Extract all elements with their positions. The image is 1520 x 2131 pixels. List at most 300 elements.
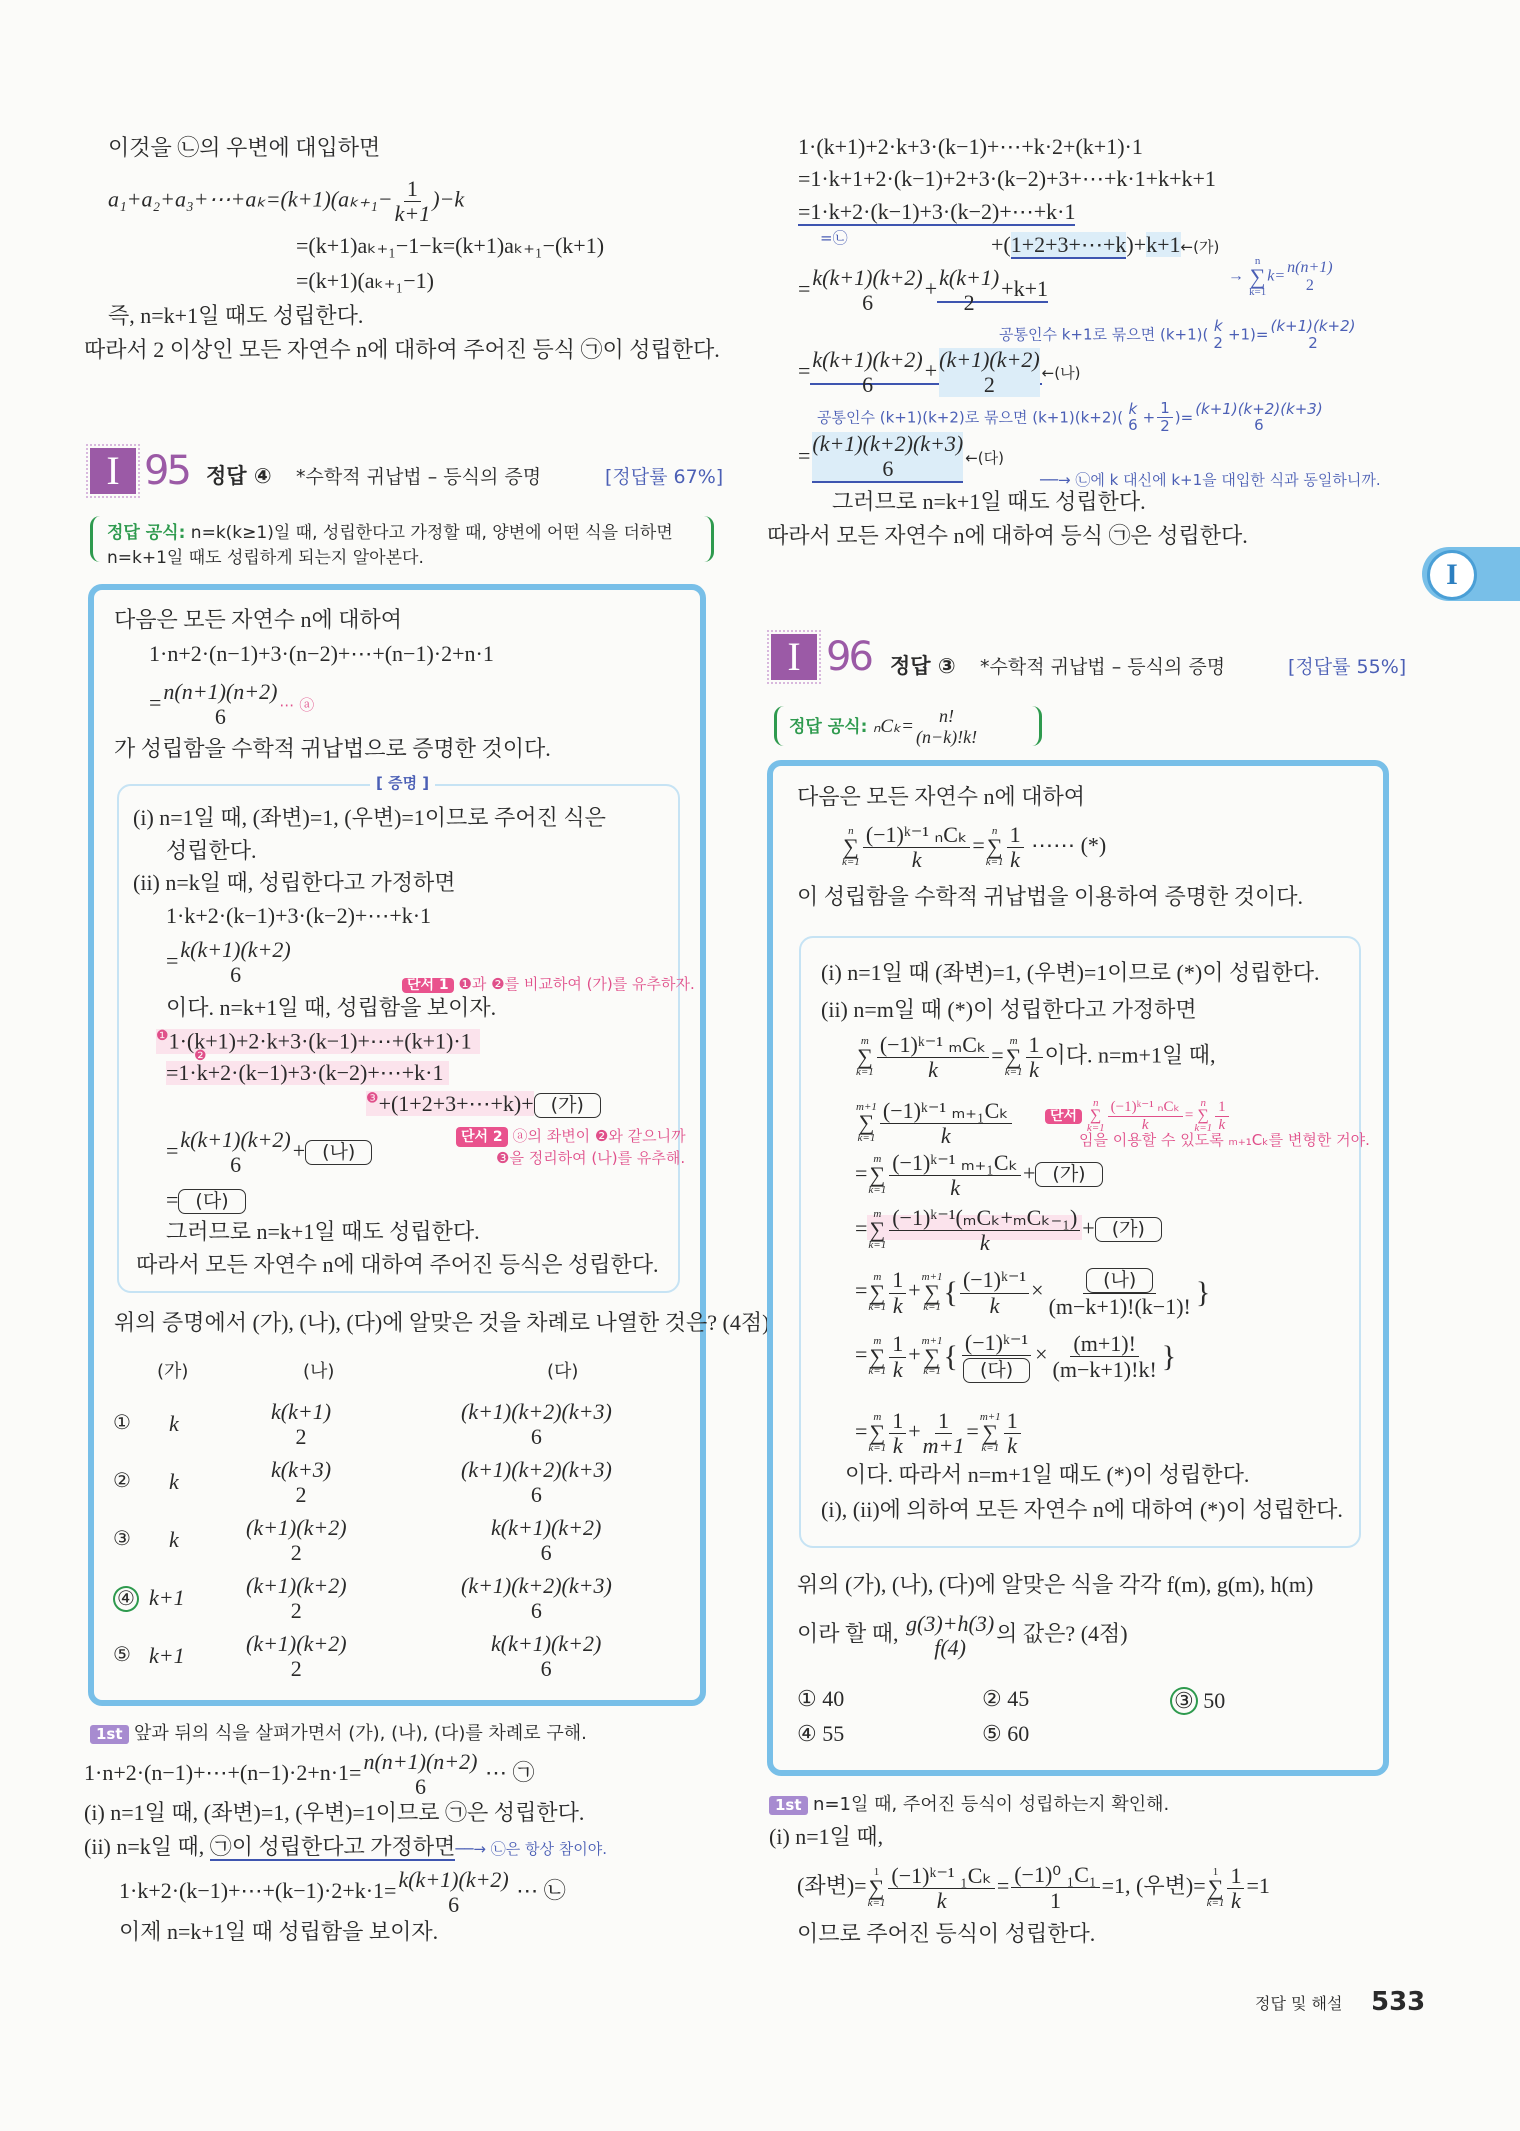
eq: = xyxy=(972,832,985,858)
sup: n xyxy=(991,825,998,838)
choice-na xyxy=(246,1516,347,1565)
proof-step-4 xyxy=(855,1205,1162,1255)
sub: k=1 xyxy=(868,1442,887,1455)
denominator: (n−k)!k! xyxy=(915,727,978,747)
sigma-icon: ∑ xyxy=(869,1420,886,1446)
denominator: k xyxy=(1007,1433,1018,1459)
denominator: (m−k+1)!k! xyxy=(1052,1357,1157,1383)
expr: 공통인수 (k+1)(k+2)로 묶으면 (k+1)(k+2)( xyxy=(817,408,1124,427)
sub: k=1 xyxy=(842,856,860,869)
hypothesis-lhs: 1·k+2·(k−1)+3·(k−2)+⋯+k·1 xyxy=(166,903,432,928)
underlined-part xyxy=(810,347,1041,398)
sum xyxy=(1207,1867,1225,1909)
fraction xyxy=(916,706,977,748)
sum xyxy=(1249,256,1266,298)
sigma-icon: ∑ xyxy=(843,834,859,860)
eq: = xyxy=(798,275,811,301)
proof-step-6 xyxy=(855,1330,1176,1383)
sigma-icon: ∑ xyxy=(869,1162,886,1188)
numerator: (k+1)(k+2)(k+3) xyxy=(1195,399,1323,418)
choice-na xyxy=(246,1632,347,1681)
choice-option[interactable] xyxy=(982,1722,1029,1746)
sub: k=1 xyxy=(1206,1896,1225,1909)
fraction xyxy=(1270,318,1355,352)
sup: 1 xyxy=(873,1865,880,1878)
sup: n xyxy=(1200,1097,1206,1109)
fraction xyxy=(960,1267,1029,1317)
expr: )= xyxy=(1174,408,1194,427)
denominator: 6 xyxy=(530,1598,542,1624)
prev-final: 따라서 2 이상인 모든 자연수 n에 대하여 주어진 등식 ㉠이 성립한다. xyxy=(84,337,720,362)
denominator: 1 xyxy=(1049,1888,1061,1914)
denominator: 6 xyxy=(540,1540,552,1566)
proof-conclusion: 이다. 따라서 n=m+1일 때도 (*)이 성립한다. xyxy=(845,1462,1250,1487)
sup: m+1 xyxy=(921,1334,943,1347)
proof-case-1: (i) n=1일 때, (좌변)=1, (우변)=1이므로 주어진 식은 xyxy=(133,805,606,830)
denominator: k xyxy=(1010,847,1020,873)
choice-option[interactable] xyxy=(982,1687,1029,1711)
plus: + xyxy=(292,1137,306,1163)
proof-step-5 xyxy=(855,1266,1210,1319)
numerator: k(k+1)(k+2) xyxy=(180,1127,291,1152)
question-text: 위의 증명에서 (가), (나), (다)에 알맞은 것을 차례로 나열한 것은? (4점) xyxy=(114,1310,770,1335)
denominator: k xyxy=(911,847,922,873)
hint-text: ❶과 ❷를 비교하여 (가)를 유추하자. xyxy=(453,975,695,993)
choice-number: ① xyxy=(797,1686,817,1711)
numerator: k(k+1)(k+2) xyxy=(812,347,923,372)
eq: = xyxy=(166,1137,179,1163)
expr: 이다. n=m+1일 때, xyxy=(1044,1042,1216,1068)
proof-step-1 xyxy=(855,1032,1215,1082)
underlined-text: ㉠이 성립한다고 가정하면 xyxy=(209,1834,456,1859)
fraction xyxy=(1108,1099,1183,1134)
choice-value: 50 xyxy=(1203,1688,1226,1713)
numerator: (−1)ᵏ⁻¹ ₘ₊₁Cₖ xyxy=(889,1150,1021,1176)
prev-line-1: 이것을 ㉡의 우변에 대입하면 xyxy=(108,135,381,160)
step-na xyxy=(166,1128,372,1177)
proof-final: 따라서 모든 자연수 n에 대하여 주어진 등식은 성립한다. xyxy=(136,1252,659,1277)
marked-line-3 xyxy=(366,1092,601,1118)
expr: =1·k+2·(k−1)+3·(k−2)+⋯+k·1 xyxy=(798,199,1076,224)
numerator: k xyxy=(1128,399,1138,418)
plus: + xyxy=(924,275,938,301)
denominator: 6 xyxy=(448,1892,460,1918)
expr: 공통인수 k+1로 묶으면 (k+1)( xyxy=(999,325,1209,344)
equation-tag: ⋯ ㉠ xyxy=(484,1759,535,1785)
fraction xyxy=(1195,401,1323,435)
numerator: (k+1)(k+2)(k+3) xyxy=(461,1399,612,1424)
numerator: k(k+1)(k+2) xyxy=(491,1631,602,1656)
choice-row[interactable] xyxy=(113,1458,673,1508)
numerator: 1 xyxy=(1026,1032,1043,1058)
expr-wrap xyxy=(366,1091,534,1116)
sum xyxy=(922,1272,943,1314)
solution-case-2 xyxy=(84,1835,607,1859)
fraction xyxy=(398,1868,508,1917)
sub: k=1 xyxy=(1004,1066,1023,1079)
unit-badge: I xyxy=(90,448,136,494)
numerator: (−1)ᵏ⁻¹ xyxy=(962,1330,1031,1356)
sub: k=1 xyxy=(1249,285,1267,298)
eq: = xyxy=(798,357,811,383)
formula-box xyxy=(774,706,1042,746)
denominator: k xyxy=(979,1230,990,1256)
solution-equation xyxy=(797,1862,1270,1914)
formula-box xyxy=(90,516,714,568)
denominator: 6 xyxy=(862,372,874,398)
prev-conclusion: 즉, n=k+1일 때도 성립한다. xyxy=(108,303,364,328)
eq: = xyxy=(166,1187,179,1212)
denominator: k xyxy=(892,1433,903,1459)
denominator: 6 xyxy=(540,1656,552,1682)
denominator: k xyxy=(928,1057,938,1083)
sup: m xyxy=(873,1411,882,1424)
numerator: (k+1)(k+2)(k+3) xyxy=(812,431,964,456)
choice-ga: k+1 xyxy=(149,1585,185,1610)
plus: + xyxy=(1022,1160,1036,1186)
denominator: 6 xyxy=(214,704,226,730)
denominator: k xyxy=(892,1356,903,1382)
denominator: 6 xyxy=(530,1424,542,1450)
choice-ga: k+1 xyxy=(149,1643,185,1668)
numerator: n(n+1)(n+2) xyxy=(363,1749,478,1774)
choice-ga: k xyxy=(169,1411,179,1436)
expr: +k+1 xyxy=(1001,275,1048,301)
sigma-icon: ∑ xyxy=(869,1279,886,1305)
derivation-6 xyxy=(798,348,1080,397)
numerator: k(k+3) xyxy=(271,1457,332,1482)
sigma-icon: ∑ xyxy=(986,834,1003,860)
fraction xyxy=(1046,1266,1194,1319)
choice-number: ④ xyxy=(113,1586,139,1612)
fraction xyxy=(877,1032,989,1082)
common-factor-note-1 xyxy=(999,318,1358,352)
denominator: 6 xyxy=(1128,416,1138,435)
eq: = xyxy=(996,1872,1010,1898)
choice-na xyxy=(271,1458,331,1507)
tag-ga: ←(가) xyxy=(1180,238,1220,256)
expr: =1, (우변)= xyxy=(1101,1872,1206,1898)
choice-ga: k xyxy=(169,1469,179,1494)
derivation-5 xyxy=(798,266,1048,315)
numerator xyxy=(1083,1266,1156,1294)
plus: + xyxy=(908,1418,921,1444)
blank-da: (다) xyxy=(178,1189,245,1214)
denominator: 6 xyxy=(862,290,874,316)
choice-da xyxy=(491,1632,601,1681)
fraction xyxy=(1004,1408,1021,1458)
sub: k=1 xyxy=(923,1365,941,1378)
blank-na: (나) xyxy=(305,1140,372,1165)
formula-label: 정답 공식: xyxy=(789,717,868,737)
numerator: (k+1)(k+2) xyxy=(246,1631,347,1656)
denominator: 2 xyxy=(290,1540,302,1566)
fraction xyxy=(880,1098,1012,1148)
solution-step-header xyxy=(769,1791,1169,1815)
numerator: 1 xyxy=(404,176,421,202)
accuracy-rate: [정답률 67%] xyxy=(605,466,724,488)
prev-equation-2: =(k+1)aₖ₊₁−1−k=(k+1)aₖ₊₁−(k+1) xyxy=(296,233,605,258)
eq: = xyxy=(1184,1107,1194,1124)
proof-case-1-cont: 성립한다. xyxy=(166,838,257,863)
numerator: n! xyxy=(939,706,955,726)
choice-number: ① xyxy=(113,1412,131,1434)
eq: = xyxy=(149,689,162,715)
solution-equation-2 xyxy=(119,1868,566,1917)
plus: + xyxy=(1142,408,1156,427)
solution-case-1: (i) n=1일 때, xyxy=(769,1824,884,1849)
solution-equation-1 xyxy=(84,1750,534,1799)
step-tag: 1st xyxy=(769,1796,808,1815)
sum-formula-note: → n ∑ k=1 k= n(n+1) 2 xyxy=(1228,255,1333,298)
marker-1: ❶ xyxy=(156,1029,169,1044)
choice-row[interactable] xyxy=(113,1516,673,1566)
choice-da xyxy=(461,1574,612,1623)
proof-step-7 xyxy=(855,1408,1023,1458)
problem-equation xyxy=(841,822,1106,872)
blank-da: (다) xyxy=(963,1358,1030,1383)
sup: m xyxy=(1009,1035,1018,1048)
sum xyxy=(922,1336,943,1378)
plus: + xyxy=(908,1341,921,1367)
choice-header-na: (나) xyxy=(303,1361,335,1382)
choice-number: ② xyxy=(113,1470,131,1492)
sup: m xyxy=(873,1153,882,1166)
sigma-icon: ∑ xyxy=(868,1874,885,1900)
sigma-icon: ∑ xyxy=(857,1044,873,1070)
denominator: m+1 xyxy=(922,1433,965,1459)
proof-step-2 xyxy=(855,1098,1014,1148)
derivation-1: 1·(k+1)+2·k+3·(k−1)+⋯+k·2+(k+1)·1 xyxy=(798,134,1143,159)
choice-row[interactable] xyxy=(113,1574,673,1624)
choice-number: ⑤ xyxy=(113,1644,131,1666)
denominator: k+1 xyxy=(394,201,431,227)
sigma-icon: ∑ xyxy=(1197,1107,1209,1124)
sum xyxy=(980,1412,1001,1454)
fraction xyxy=(939,266,999,315)
choice-value: 40 xyxy=(822,1686,845,1711)
eq: = xyxy=(855,1418,868,1444)
derivation-3 xyxy=(798,200,1075,224)
sigma-icon: ∑ xyxy=(869,1217,886,1243)
solution-step-header xyxy=(90,1720,587,1744)
note-equals-l: =㉡ xyxy=(820,229,848,247)
choice-number: ④ xyxy=(797,1721,817,1746)
times: × xyxy=(1035,1341,1048,1367)
proof-case-2: (ii) n=k일 때, 성립한다고 가정하면 xyxy=(133,870,456,895)
choice-da xyxy=(461,1458,612,1507)
sigma-icon: ∑ xyxy=(1249,264,1266,289)
problem-equation: 1·n+2·(n−1)+3·(n−2)+⋯+(n−1)·2+n·1 xyxy=(149,641,494,666)
numerator: 1 xyxy=(1007,822,1024,848)
fraction xyxy=(889,1331,906,1381)
solution-next: 이제 n=k+1일 때 성립함을 보이자. xyxy=(119,1919,439,1944)
equation-tag: ⋯ ㉡ xyxy=(516,1877,566,1903)
numerator: 1 xyxy=(935,1408,952,1434)
accuracy-rate: [정답률 55%] xyxy=(1288,656,1407,678)
solution-case-1: (i) n=1일 때, (좌변)=1, (우변)=1이므로 ㉠은 성립한다. xyxy=(84,1800,585,1825)
choice-da xyxy=(491,1516,601,1565)
marker-3: ❸ xyxy=(366,1092,379,1107)
hint-2 xyxy=(456,1126,686,1170)
choice-option[interactable] xyxy=(1170,1687,1225,1715)
choice-row[interactable] xyxy=(113,1400,673,1450)
step-text: n=1일 때, 주어진 등식이 성립하는지 확인해. xyxy=(813,1794,1170,1815)
fraction xyxy=(1157,400,1173,436)
denominator: 6 xyxy=(414,1774,426,1800)
choice-option[interactable] xyxy=(797,1722,844,1746)
choice-option[interactable] xyxy=(797,1687,844,1711)
fraction xyxy=(163,680,277,729)
denominator: k xyxy=(1218,1117,1226,1134)
sigma-icon: ∑ xyxy=(982,1420,999,1446)
tag-na: ←(나) xyxy=(1041,363,1081,382)
prev-equation-1 xyxy=(108,176,464,226)
expr: =1·k+2·(k−1)+3·(k−2)+⋯+k·1 xyxy=(166,1060,444,1085)
brace: { xyxy=(943,1340,958,1374)
hint-text: ❸을 정리하여 (나)를 유추해. xyxy=(496,1148,686,1167)
expr: )+ xyxy=(1126,232,1147,257)
brace: { xyxy=(943,1276,958,1310)
denominator: 2 xyxy=(1160,417,1170,436)
choice-na xyxy=(246,1574,347,1623)
sup: n xyxy=(1254,255,1261,267)
derivation-final: 따라서 모든 자연수 n에 대하여 등식 ㉠은 성립한다. xyxy=(767,523,1248,548)
sub: k=1 xyxy=(868,1365,887,1378)
denominator: 6 xyxy=(230,962,242,988)
choice-value: 45 xyxy=(1007,1686,1030,1711)
choice-header-da: (다) xyxy=(547,1361,579,1382)
choice-value: 55 xyxy=(822,1721,845,1746)
numerator: 1 xyxy=(1157,400,1173,418)
numerator: 1 xyxy=(1004,1408,1021,1434)
sup: n xyxy=(848,825,854,838)
tag-da: ←(다) xyxy=(965,448,1004,467)
sup: m xyxy=(873,1270,882,1283)
choice-value: 60 xyxy=(1007,1721,1030,1746)
expr: 1·(k+1)+2·k+3·(k−1)+⋯+(k+1)·1 xyxy=(168,1028,472,1054)
problem-intro: 다음은 모든 자연수 n에 대하여 xyxy=(114,607,403,632)
numerator: (−1)ᵏ⁻¹ ₙCₖ xyxy=(863,822,971,848)
sup: m xyxy=(860,1035,869,1048)
fraction xyxy=(180,938,290,987)
denominator: 6 xyxy=(882,456,894,482)
step-tag: 1st xyxy=(90,1725,129,1744)
denominator: (m−k+1)!(k−1)! xyxy=(1048,1293,1191,1319)
fraction xyxy=(1011,1862,1099,1914)
problem-outro: 가 성립함을 수학적 귀납법으로 증명한 것이다. xyxy=(114,736,551,761)
hint-tag: 단서 xyxy=(1045,1109,1082,1124)
problem-number: 96 xyxy=(826,634,871,680)
blank-ga: (가) xyxy=(1035,1162,1102,1187)
expr: 1+2+3+⋯+k xyxy=(1010,232,1127,257)
sub: k=1 xyxy=(1086,1122,1105,1135)
denominator: 2 xyxy=(983,372,995,398)
denominator: k xyxy=(1029,1057,1039,1083)
sigma-icon: ∑ xyxy=(1005,1044,1022,1070)
hint xyxy=(1045,1098,1231,1134)
sum xyxy=(868,1867,886,1909)
sum xyxy=(986,826,1004,868)
expr: 1·k+2·(k−1)+⋯+(k−1)·2+k·1= xyxy=(119,1877,397,1903)
sum xyxy=(868,1272,886,1314)
fraction xyxy=(888,1863,994,1913)
denominator: 6 xyxy=(230,1152,242,1178)
equation-tag: ⋯ ⓐ xyxy=(279,695,315,714)
fraction xyxy=(363,1750,477,1799)
brace: } xyxy=(1161,1340,1177,1374)
hint-1 xyxy=(402,976,695,993)
solution-conclusion: 이므로 주어진 등식이 성립한다. xyxy=(797,1921,1096,1946)
fraction xyxy=(812,432,963,483)
choice-da xyxy=(461,1400,612,1449)
highlight xyxy=(867,1205,1082,1256)
chapter-side-tab[interactable] xyxy=(1422,547,1520,601)
marker-2: ❷ xyxy=(194,1049,207,1064)
sub: k=1 xyxy=(857,1132,876,1145)
fraction xyxy=(960,1330,1033,1383)
question-line-1: 위의 (가), (나), (다)에 알맞은 식을 각각 f(m), g(m), h(m) xyxy=(797,1572,1314,1597)
expr: a₁+a₂+a₃+⋯+aₖ=(k+1)(aₖ₊₁− xyxy=(108,186,393,212)
problem-number: 95 xyxy=(144,448,189,494)
expr: )−k xyxy=(432,186,465,212)
fraction xyxy=(812,266,922,315)
sub: k=1 xyxy=(868,1239,887,1252)
denominator: 2 xyxy=(295,1424,307,1450)
sup: m xyxy=(873,1334,882,1347)
numerator: (k+1)(k+2) xyxy=(246,1515,347,1540)
numerator: k(k+1) xyxy=(271,1399,332,1424)
eq: = xyxy=(991,1042,1004,1068)
marked-line-2 xyxy=(166,1049,449,1085)
choice-header-ga: (가) xyxy=(157,1361,189,1382)
sum xyxy=(868,1209,886,1251)
fraction xyxy=(939,348,1040,397)
numerator: (m+1)! xyxy=(1070,1331,1139,1357)
proof-case-2: (ii) n=m일 때 (*)이 성립한다고 가정하면 xyxy=(821,997,1197,1022)
fraction xyxy=(1007,822,1024,872)
prev-equation-3: =(k+1)(aₖ₊₁−1) xyxy=(296,268,434,293)
fraction xyxy=(1227,1863,1244,1913)
sub: k=1 xyxy=(868,1184,887,1197)
numerator: k(k+1)(k+2) xyxy=(812,265,923,290)
sum xyxy=(868,1336,886,1378)
fraction xyxy=(889,1408,906,1458)
denominator: k xyxy=(1231,1887,1241,1913)
proof-step-3 xyxy=(855,1150,1103,1200)
eq: = xyxy=(855,1215,868,1241)
numerator: 1 xyxy=(1227,1863,1244,1889)
fraction xyxy=(863,822,971,872)
expr: (좌변)= xyxy=(797,1872,867,1898)
expr: 의 값은? (4점) xyxy=(996,1621,1128,1647)
numerator: k(k+1)(k+2) xyxy=(398,1867,509,1892)
blank-ga: (가) xyxy=(534,1093,601,1118)
numerator: 1 xyxy=(889,1267,906,1293)
choice-row[interactable] xyxy=(113,1632,673,1682)
blank-na: (나) xyxy=(1086,1268,1153,1293)
eq: = xyxy=(855,1341,868,1367)
times: × xyxy=(1031,1277,1044,1303)
hint-text: ⓐ의 좌변이 ❷와 같으니까 xyxy=(507,1127,686,1145)
denominator: 6 xyxy=(530,1482,542,1508)
plus: + xyxy=(908,1277,921,1303)
sub: k=1 xyxy=(981,1442,1000,1455)
sub: k=1 xyxy=(923,1301,941,1314)
denominator: k xyxy=(989,1292,1000,1318)
fraction xyxy=(395,176,431,226)
formula-label: 정답 공식: xyxy=(107,523,186,543)
